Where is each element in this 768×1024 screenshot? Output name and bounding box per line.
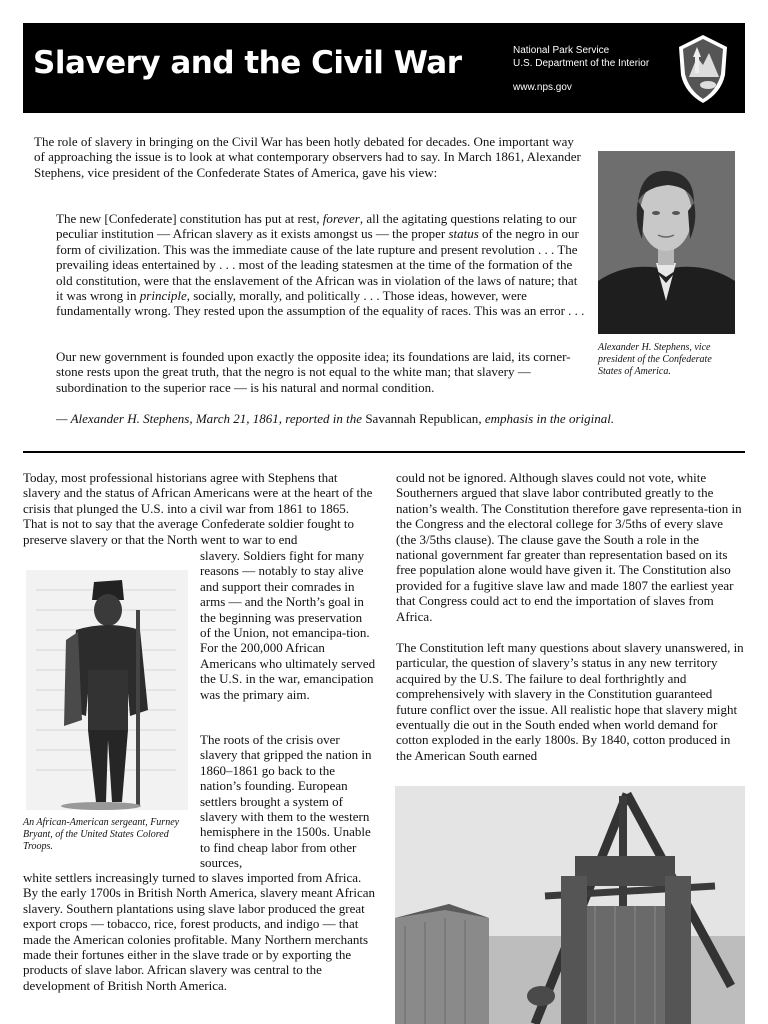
- body-paragraph-historians: Today, most professional historians agree with Stephens that slavery and the status of African Americans were at the heart of the crisis that plunged the U.S. into a civil war from 1861 to 1865. That is not to say that the average Confederate soldier fought to preserve slavery or that the North went to war to end: [23, 470, 373, 547]
- body-paragraph-constitution: could not be ignored. Although slaves could not vote, white Southerners argued that slave labor contributed greatly to the nation’s wealth. The Constitution therefore gave representa-tion in the Congress and the electoral college for 3/5ths of every slave (the 3/5ths clause). The clause gave the South a role in the national government far greater than representation based on its free population alone would have given it. The Constitution also provided for a fugitive slave law and made 1807 the earliest year that Congress could act to end the importation of slaves from Africa.: [396, 470, 742, 624]
- agency-name: National Park Service U.S. Department of the Interior: [513, 45, 650, 69]
- quote-attribution: — Alexander H. Stephens, March 21, 1861, reported in the Savannah Republican, emphasis in the original.: [56, 411, 615, 426]
- soldier-engraving-caption: An African-American sergeant, Furney Bryant, of the United States Colored Troops.: [23, 817, 180, 852]
- stephens-portrait-caption: Alexander H. Stephens, vice president of the Confederate States of America.: [598, 342, 712, 377]
- body-paragraph-african-slavery: white settlers increasingly turned to slaves imported from Africa. By the early 1700s in British North America, slavery meant African slavery. Southern plantations using slave labor produced the great export crops — tobacco, rice, forest products, and indigo — that made the American colonies profitable. Many Northern merchants made their fortunes either in the slave trade or by exporting the products of slave labor. African slavery was central to the development of British North America.: [23, 870, 375, 993]
- header-banner: [23, 23, 745, 113]
- cotton-press-photo: [395, 786, 745, 1024]
- body-paragraph-unanswered-questions: The Constitution left many questions about slavery unanswered, in particular, the question of slavery’s status in any new territory acquired by the U.S. The failure to deal forthrightly and comprehensively with slavery in the Constitution guaranteed future conflict over the issue. All realistic hope that slavery might eventually die out in the South ended when world demand for cotton exploded in the early 1800s. By 1840, cotton produced in the American South earned: [396, 640, 744, 763]
- website-link[interactable]: www.nps.gov: [513, 82, 572, 93]
- stephens-quote-paragraph-1: The new [Confederate] constitution has put at rest, forever, all the agitating questions relating to our peculiar institution — African slavery as it exists amongst us — the proper status of the negro in our form of civilization. This was the immediate cause of the late rupture and present revolution . . . The prevailing ideas entertained by . . . most of the leading statesmen at the time of the formation of the old constitution, were that the enslavement of the African was in violation of the laws of nature; that it was wrong in principle, socially, morally, and politically . . . Those ideas, however, were fundamentally wrong. They rested upon the assumption of the equality of races. This was an error . . .: [56, 211, 585, 319]
- page-title: Slavery and the Civil War: [33, 45, 462, 81]
- stephens-portrait-photo: [598, 151, 735, 334]
- intro-paragraph: The role of slavery in bringing on the Civil War has been hotly debated for decades. One important way of approaching the issue is to look at what contemporary observers had to say. In March 1861, Alexander Stephens, vice president of the Confederate States of America, gave his view:: [34, 134, 581, 180]
- section-divider: [23, 451, 745, 453]
- stephens-quote-paragraph-2: Our new government is founded upon exactly the opposite idea; its foundations are laid, its corner-stone rests upon the great truth, that the negro is not equal to the white man; that slavery — subordination to the superior race — is his natural and normal condition.: [56, 349, 571, 395]
- soldier-engraving: [26, 570, 188, 810]
- arrowhead-logo-icon: [675, 33, 731, 105]
- body-paragraph-roots: The roots of the crisis over slavery that gripped the nation in 1860–1861 go back to the nation’s founding. European settlers brought a system of slavery with them to the western hemisphere in the 1500s. Unable to find cheap labor from other sources,: [200, 732, 372, 871]
- body-paragraph-soldiers: slavery. Soldiers fight for many reasons — notably to stay alive and support their comrades in arms — and the North’s goal in the beginning was preservation of the Union, not emancipa-tion. For the 200,000 African Americans who ultimately served the U.S. in the war, emancipation was the primary aim.: [200, 548, 376, 702]
